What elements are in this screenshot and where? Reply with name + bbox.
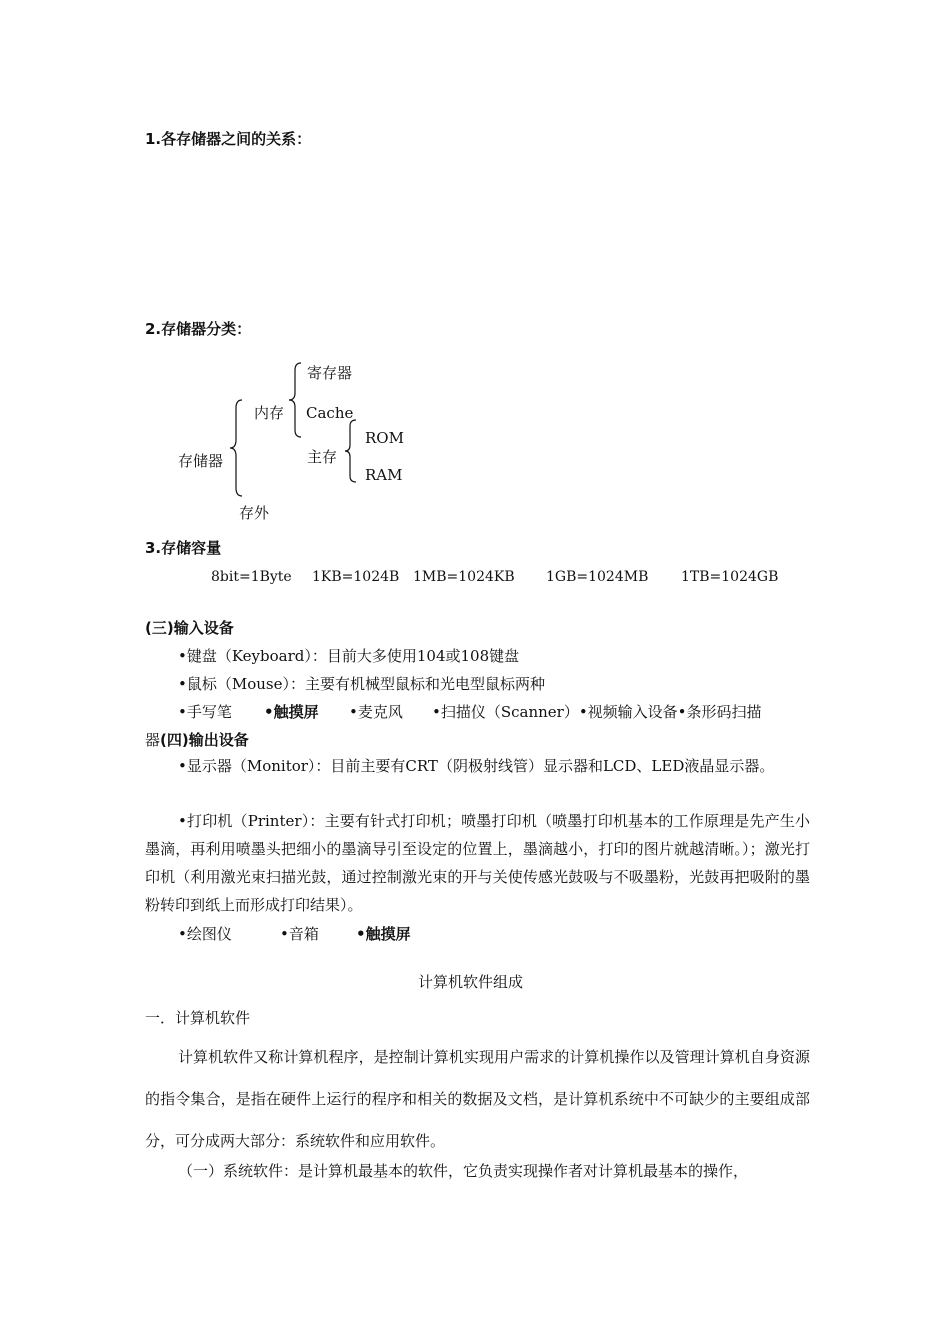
software-para1: 计算机软件又称计算机程序，是控制计算机实现用户需求的计算机操作以及管理计算机自身资源的指令集合，是指在硬件上运行的程序和相关的数据及文档，是计算机系统中不可缺少的主要组成部分，可分成两大部分：系统软件和应用软件。	[145, 1048, 810, 1150]
output-touchscreen: •触摸屏	[356, 925, 411, 943]
unit-item: 1MB=1024KB	[413, 569, 515, 585]
section2-heading: 2.存储器分类：	[145, 320, 252, 338]
output-speaker: •音箱	[280, 925, 319, 943]
brace-main	[343, 418, 361, 484]
input-keyboard: •键盘（Keyboard）：目前大多使用104或108键盘	[178, 647, 520, 665]
input-wrap-char: 器	[145, 731, 161, 749]
tree-internal-label: 内存	[254, 404, 285, 422]
tree-root-label: 存储器	[178, 452, 224, 470]
tree-register-label: 寄存器	[307, 364, 353, 382]
output-heading: (四)输出设备	[160, 731, 249, 749]
unit-item: 8bit=1Byte	[211, 569, 292, 585]
section3-heading: 3.存储容量	[145, 539, 222, 557]
input-pen: •手写笔	[178, 703, 232, 721]
software-para2: （一）系统软件：是计算机最基本的软件，它负责实现操作者对计算机最基本的操作，	[178, 1162, 749, 1180]
unit-item: 1GB=1024MB	[546, 569, 649, 585]
tree-ram-label: RAM	[365, 466, 403, 484]
software-section-heading: 一．计算机软件	[145, 1009, 251, 1027]
input-touchscreen: •触摸屏	[264, 703, 319, 721]
input-scanner-line: •扫描仪（Scanner）•视频输入设备•条形码扫描	[432, 703, 762, 721]
input-mouse: •鼠标（Mouse）：主要有机械型鼠标和光电型鼠标两种	[178, 675, 545, 693]
tree-external-label: 存外	[239, 504, 270, 522]
tree-rom-label: ROM	[365, 429, 404, 447]
input-heading: (三)输入设备	[145, 619, 234, 637]
output-monitor: •显示器（Monitor）：目前主要有CRT（阴极射线管）显示器和LCD、LED液晶显示器。	[178, 757, 775, 775]
input-microphone: •麦克风	[349, 703, 403, 721]
output-plotter: •绘图仪	[178, 925, 232, 943]
output-printer: •打印机（Printer）：主要有针式打印机；喷墨打印机（喷墨打印机基本的工作原理是先产生小墨滴，再利用喷墨头把细小的墨滴导引至设定的位置上，墨滴越小，打印的图片就越清晰。）；激光打印机（利用激光束扫描光鼓，通过控制激光束的开与关使传感光鼓吸与不吸墨粉，光鼓再把吸附的墨粉转印到纸上而形成打印结果）。	[145, 812, 810, 914]
section1-heading: 1.各存储器之间的关系：	[145, 130, 312, 148]
unit-item: 1TB=1024GB	[681, 569, 779, 585]
brace-internal	[287, 361, 307, 439]
brace-root	[228, 398, 248, 498]
tree-cache-label: Cache	[306, 404, 354, 422]
tree-main-label: 主存	[307, 448, 338, 466]
software-title: 计算机软件组成	[418, 973, 524, 991]
unit-item: 1KB=1024B	[312, 569, 400, 585]
